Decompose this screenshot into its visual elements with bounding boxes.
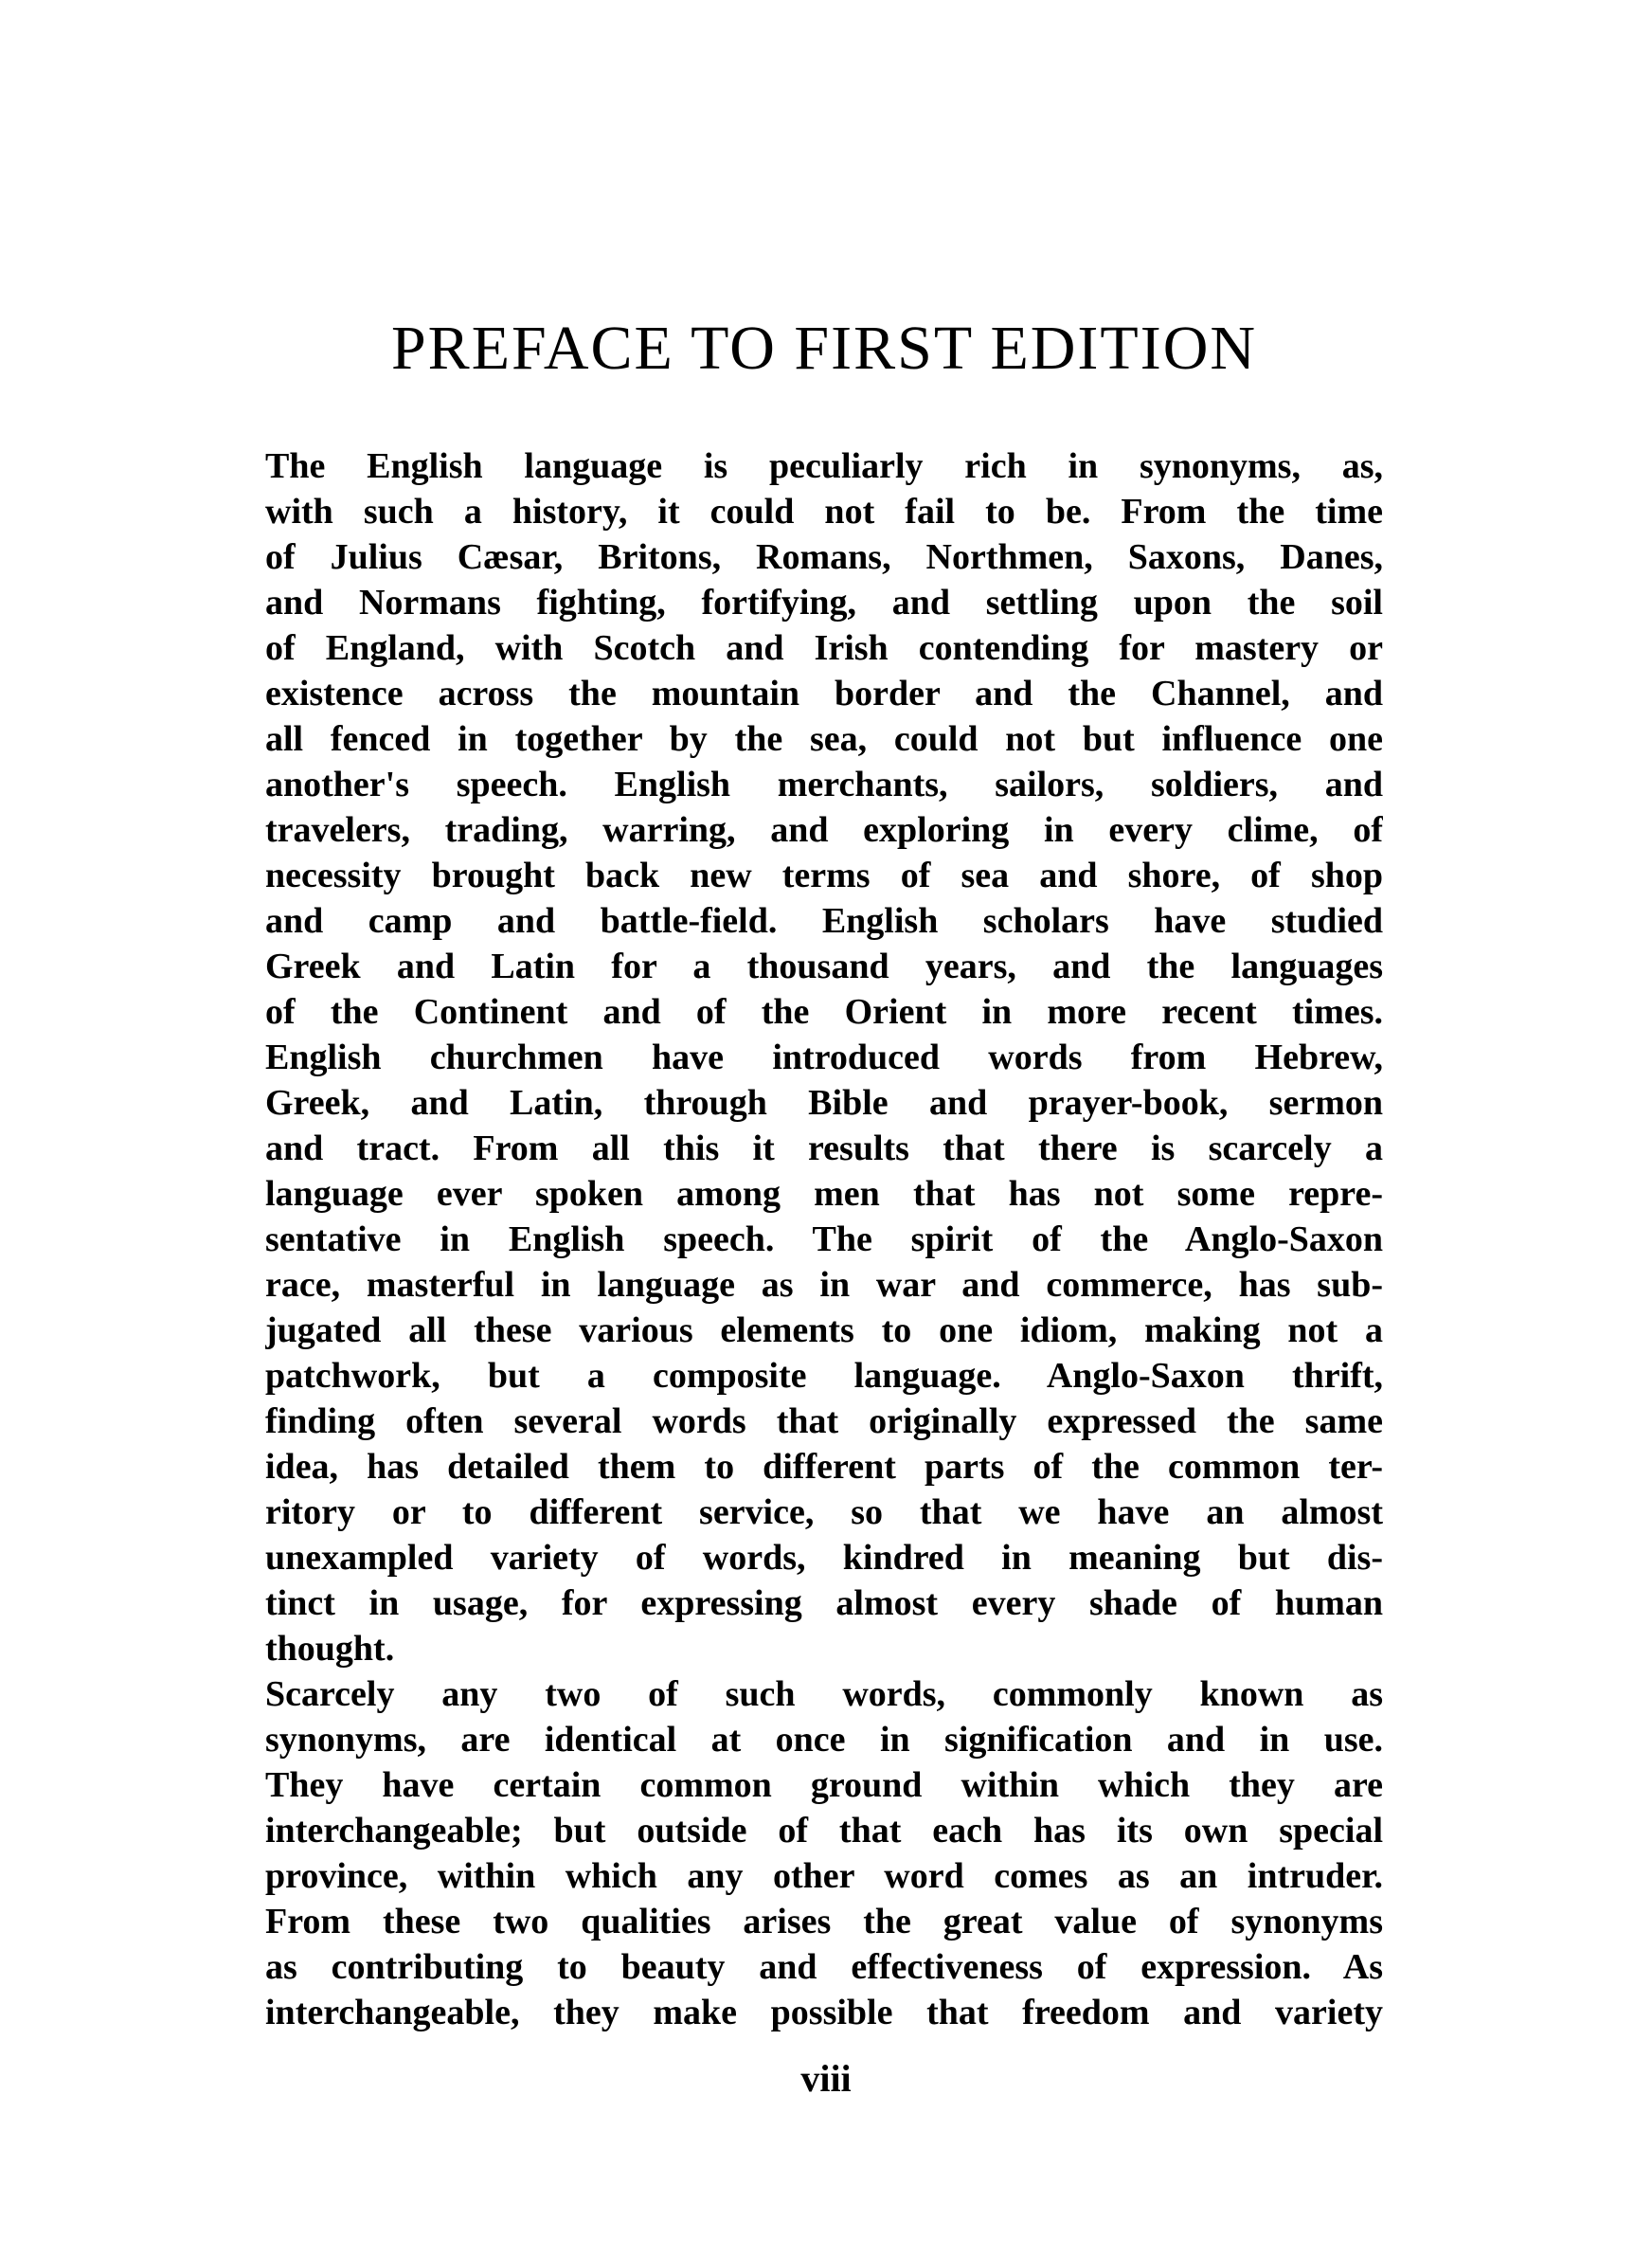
page-number: viii [800,2057,852,2100]
text-line: finding often several words that originally expressed the same [265,1401,1383,1441]
paragraph-1 [265,443,1383,1671]
text-line: another's speech. English merchants, sailors, soldiers, and [265,765,1383,804]
text-line: as contributing to beauty and effectiveness of expression. As [265,1947,1383,1987]
paragraph-2 [265,1671,1383,2035]
text-line: The English language is peculiarly rich in synonyms, as, [265,446,1383,486]
text-line: thought. [265,1629,395,1669]
text-line: necessity brought back new terms of sea and shore, of shop [265,856,1383,895]
text-line: Greek, and Latin, through Bible and prayer-book, sermon [265,1083,1383,1123]
text-line: language ever spoken among men that has not some repre- [265,1174,1383,1214]
text-line: synonyms, are identical at once in signification and in use. [265,1720,1383,1760]
text-line: idea, has detailed them to different parts of the common ter- [265,1447,1383,1487]
text-line: patchwork, but a composite language. Anglo-Saxon thrift, [265,1356,1383,1396]
text-line: Scarcely any two of such words, commonly known as [265,1674,1383,1714]
text-line: interchangeable, they make possible that freedom and variety [265,1993,1383,2032]
page-title: PREFACE TO FIRST EDITION [390,314,1258,383]
text-line: Greek and Latin for a thousand years, and the languages [265,947,1383,986]
text-line: travelers, trading, warring, and exploring in every clime, of [265,810,1383,850]
text-line: English churchmen have introduced words from Hebrew, [265,1038,1383,1077]
text-line: unexampled variety of words, kindred in meaning but dis- [265,1538,1383,1578]
preface-body [265,443,1383,2035]
text-line: jugated all these various elements to one idiom, making not a [265,1310,1383,1350]
text-line: of the Continent and of the Orient in more recent times. [265,992,1383,1032]
text-line: of Julius Cæsar, Britons, Romans, Northmen, Saxons, Danes, [265,537,1383,577]
text-line: From these two qualities arises the great value of synonyms [265,1902,1383,1941]
text-line: tinct in usage, for expressing almost every shade of human [265,1583,1383,1623]
text-line: They have certain common ground within which they are [265,1765,1383,1805]
text-line: and camp and battle-field. English scholars have studied [265,901,1383,941]
text-line: and Normans fighting, fortifying, and settling upon the soil [265,583,1383,623]
text-line: ritory or to different service, so that we have an almost [265,1492,1383,1532]
text-line: with such a history, it could not fail to be. From the time [265,492,1383,532]
text-line: all fenced in together by the sea, could not but influence one [265,719,1383,759]
text-line: interchangeable; but outside of that each has its own special [265,1811,1383,1851]
text-line: of England, with Scotch and Irish contending for mastery or [265,628,1383,668]
text-line: and tract. From all this it results that there is scarcely a [265,1128,1383,1168]
text-line: race, masterful in language as in war and commerce, has sub- [265,1265,1383,1305]
text-line: province, within which any other word comes as an intruder. [265,1856,1383,1896]
text-line: existence across the mountain border and the Channel, and [265,674,1383,713]
text-line: sentative in English speech. The spirit of the Anglo-Saxon [265,1219,1383,1259]
